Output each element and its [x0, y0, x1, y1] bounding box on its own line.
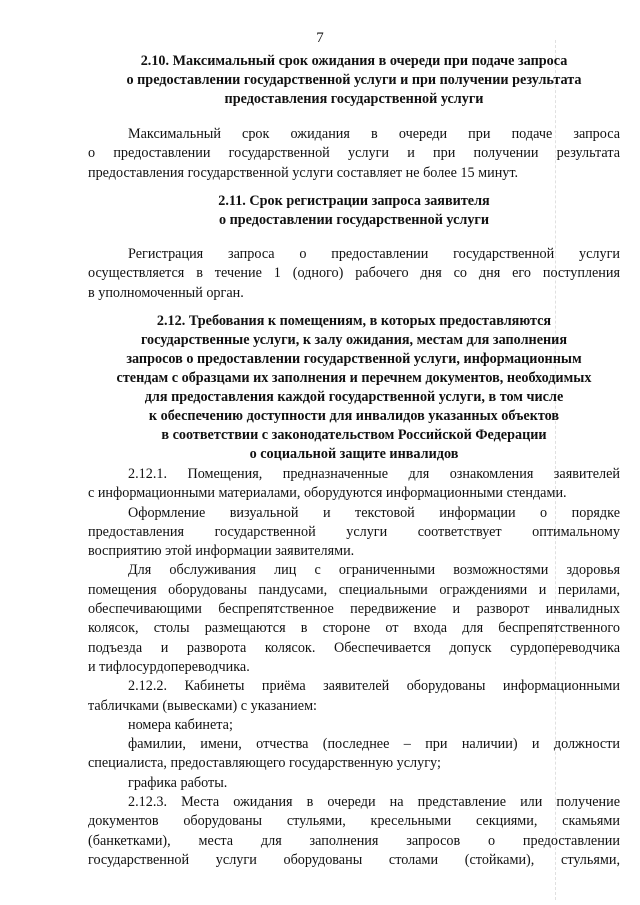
text-line: обеспечивающими беспрепятственное передвижение и разворот инвалидных [88, 601, 620, 618]
text-line: номера кабинета; [128, 716, 233, 733]
text-line: 2.12.1. Помещения, предназначенные для ознакомления заявителей [128, 466, 620, 482]
text-line: и тифлосурдопереводчика. [88, 658, 250, 675]
text-line: о предоставлении государственной услуги и при получении результата [88, 145, 620, 162]
heading-line: предоставления государственной услуги [224, 91, 484, 107]
heading-line: о социальной защите инвалидов [249, 446, 459, 462]
text-line: Для обслуживания лиц с ограниченными возможностями здоровья [128, 562, 620, 579]
heading-line: в соответствии с законодательством Российской Федерации [161, 427, 547, 443]
text-line: предоставления государственной услуги соответствует оптимальному [88, 523, 620, 540]
text-line: Оформление визуальной и текстовой информации о порядке [128, 504, 620, 521]
text-line: документов оборудованы стульями, кресельными секциями, скамьями [88, 813, 620, 830]
text-line: колясок, столы размещаются в стороне от входа для беспрепятственного [88, 620, 620, 637]
heading-line: 2.12. Требования к помещениям, в которых предоставляются [156, 313, 552, 329]
section-2-12-body [88, 465, 620, 870]
text-line: восприятию этой информации заявителями. [88, 543, 355, 560]
text-line: осуществляется в течение 1 (одного) рабочего дня со дня его поступления [88, 265, 620, 282]
heading-line: стендам с образцами их заполнения и перечнем документов, необходимых [116, 370, 592, 386]
text-line: фамилии, имени, отчества (последнее – при наличии) и должности [128, 736, 620, 753]
section-2-10-heading [88, 52, 620, 109]
text-line: в уполномоченный орган. [88, 284, 244, 301]
heading-line: о предоставлении государственной услуги и при получении результата [126, 72, 582, 88]
text-line: графика работы. [128, 774, 228, 791]
heading-line: о предоставлении государственной услуги [218, 212, 490, 228]
text-line: Максимальный срок ожидания в очереди при подаче запроса [128, 126, 620, 142]
heading-line: для предоставления каждой государственной услуги, в том числе [144, 389, 564, 405]
text-line: подъезда и разворота колясок. Обеспечивается допуск сурдопереводчика [88, 639, 620, 656]
heading-line: 2.10. Максимальный срок ожидания в очереди при подаче запроса [140, 53, 568, 69]
text-line: 2.12.2. Кабинеты приёма заявителей оборудованы информационными [128, 678, 620, 695]
text-line: Регистрация запроса о предоставлении государственной услуги [128, 246, 620, 262]
heading-line: к обеспечению доступности для инвалидов указанных объектов [148, 408, 560, 424]
text-line: с информационными материалами, оборудуются информационными стендами. [88, 485, 567, 502]
text-line: помещения оборудованы пандусами, специальными ограждениями и перилами, [88, 581, 620, 598]
text-line: 2.12.3. Места ожидания в очереди на представление или получение [128, 794, 620, 811]
heading-line: 2.11. Срок регистрации запроса заявителя [218, 193, 490, 209]
text-line: табличками (вывесками) с указанием: [88, 697, 317, 714]
section-2-11-heading [88, 192, 620, 230]
text-line: специалиста, предоставляющего государственную услугу; [88, 755, 441, 772]
section-2-12-heading [88, 312, 620, 464]
page-number: 7 [316, 30, 324, 46]
section-2-10-text [88, 125, 620, 183]
scan-artifact-line [555, 40, 556, 900]
section-2-11-text [88, 245, 620, 303]
heading-line: государственные услуги, к залу ожидания, местам для заполнения [140, 332, 568, 348]
heading-line: запросов о предоставлении государственной услуги, информационным [126, 351, 582, 367]
text-line: предоставления государственной услуги составляет не более 15 минут. [88, 164, 519, 181]
text-line: государственной услуги оборудованы столами (стойками), стульями, [88, 851, 620, 868]
text-line: (банкетками), места для заполнения запросов о предоставлении [88, 832, 620, 849]
